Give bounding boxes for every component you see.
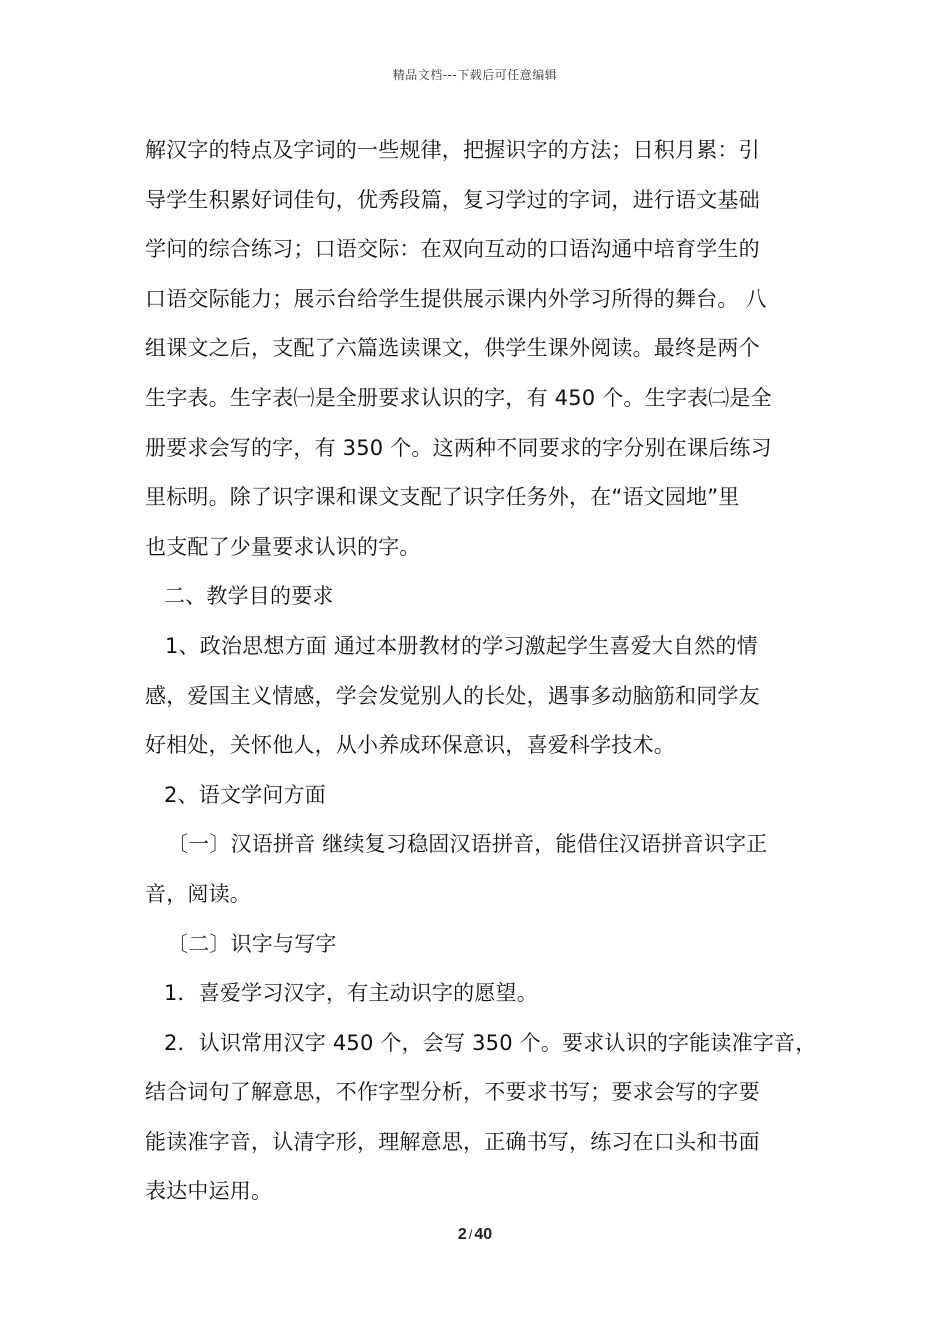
body-line: 导学生积累好词佳句，优秀段篇，复习学过的字词，进行语文基础 — [145, 187, 760, 212]
body-line: 2．认识常用汉字 450 个，会写 350 个。要求认识的字能读准字音， — [164, 1030, 817, 1055]
body-line: 1、政治思想方面 通过本册教材的学习激起学生喜爱大自然的情 — [165, 633, 758, 658]
body-line: 解汉字的特点及字词的一些规律，把握识字的方法；日积月累：引 — [145, 138, 760, 162]
body-line: 感，爱国主义情感，学会发觉别人的长处，遇事多动脑筋和同学友 — [145, 683, 760, 708]
body-line: 能读准字音，认清字形，理解意思，正确书写，练习在口头和书面 — [145, 1129, 760, 1154]
body-line: 学问的综合练习；口语交际：在双向互动的口语沟通中培育学生的 — [145, 237, 760, 262]
body-line: 组课文之后，支配了六篇选读课文，供学生课外阅读。最终是两个 — [145, 336, 760, 361]
current-page: 2 — [457, 1226, 467, 1243]
body-line: 〔一〕汉语拼音 继续复习稳固汉语拼音，能借住汉语拼音识字正 — [167, 832, 768, 857]
body-line: 结合词句了解意思，不作字型分析，不要求书写；要求会写的字要 — [145, 1080, 760, 1105]
document-body — [145, 126, 817, 1217]
body-line: 音，阅读。 — [145, 881, 251, 906]
total-pages: 40 — [474, 1226, 493, 1243]
subsection-heading: 2、语文学问方面 — [164, 782, 326, 807]
section-heading: 二、教学目的要求 — [164, 584, 334, 609]
page-separator: / — [468, 1227, 473, 1242]
body-line: 册要求会写的字，有 350 个。这两种不同要求的字分别在课后练习 — [145, 435, 772, 460]
body-line: 好相处，关怀他人，从小养成环保意识，喜爱科学技术。 — [145, 733, 675, 758]
body-line: 生字表。生字表㈠是全册要求认识的字，有 450 个。生字表㈡是全 — [145, 385, 772, 410]
body-line: 表达中运用。 — [145, 1179, 273, 1204]
page-number — [0, 1226, 950, 1244]
body-line: 口语交际能力；展示台给学生提供展示课内外学习所得的舞台。 八 — [145, 286, 767, 311]
body-line: 也支配了少量要求认识的字。 — [145, 534, 421, 559]
body-line: 里标明。除了识字课和课文支配了识字任务外，在“语文园地”里 — [145, 485, 740, 510]
subsection-heading: 〔二〕识字与写字 — [167, 931, 337, 956]
body-line: 1．喜爱学习汉字，有主动识字的愿望。 — [164, 981, 538, 1006]
page-header: 精品文档---下载后可任意编辑 — [392, 68, 558, 82]
